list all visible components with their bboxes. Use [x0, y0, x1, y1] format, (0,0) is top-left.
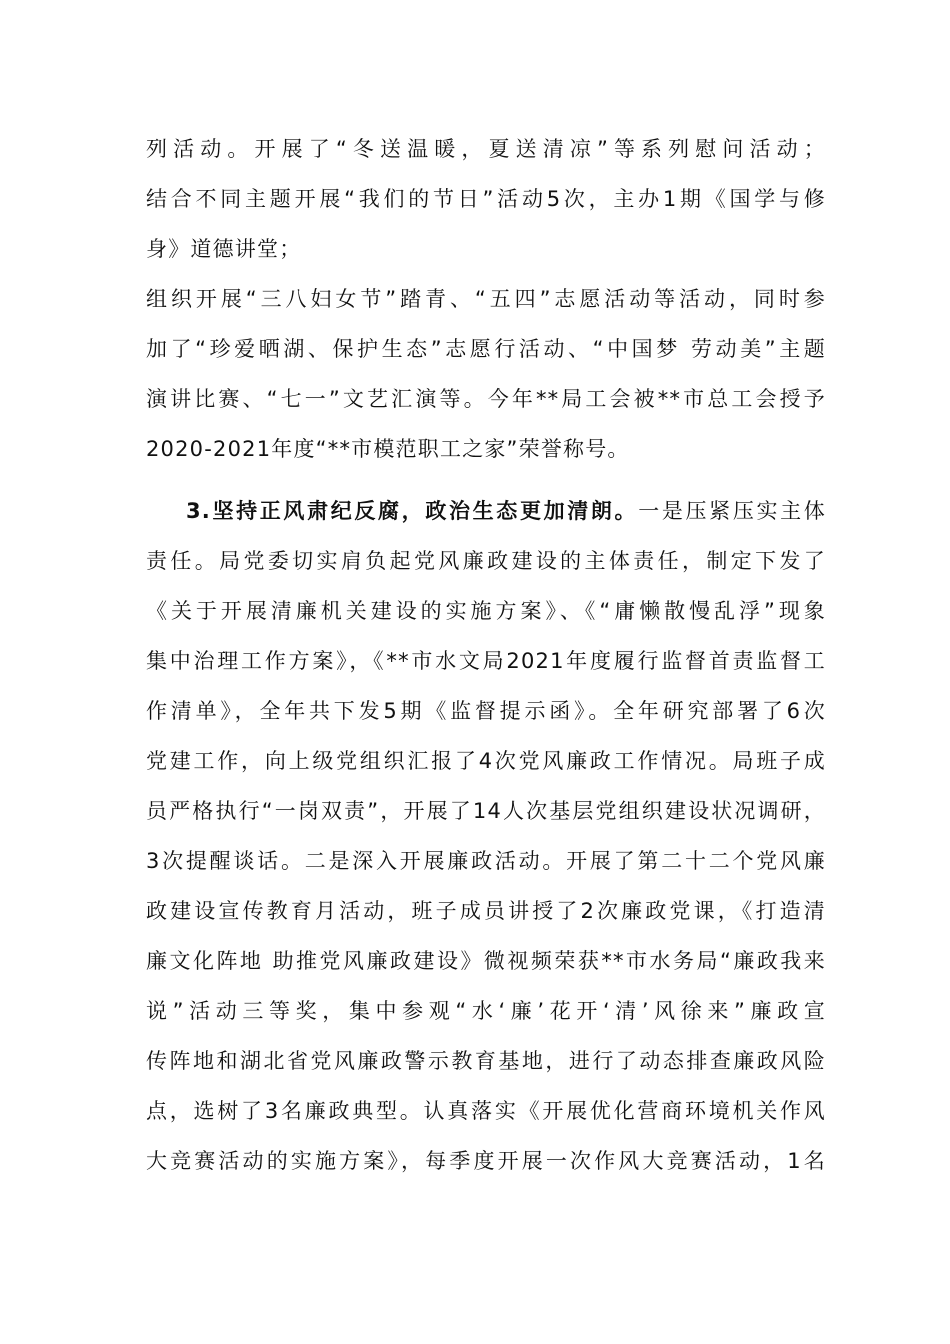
- text-line: 点，选树了3名廉政典型。认真落实《开展优化营商环境机关作风: [146, 1099, 826, 1123]
- text-line: 廉文化阵地 助推党风廉政建设》微视频荣获**市水务局“廉政我来: [146, 949, 826, 973]
- text-line: 大竞赛活动的实施方案》，每季度开展一次作风大竞赛活动，1名: [146, 1149, 826, 1173]
- text-line: 责任。局党委切实肩负起党风廉政建设的主体责任，制定下发了: [146, 549, 826, 573]
- text-run: 一是压紧压实主体: [638, 499, 826, 523]
- text-line: 员严格执行“一岗双责”，开展了14人次基层党组织建设状况调研，: [146, 799, 826, 823]
- text-line: 集中治理工作方案》，《**市水文局2021年度履行监督首责监督工: [146, 649, 826, 673]
- text-line: 传阵地和湖北省党风廉政警示教育基地，进行了动态排查廉政风险: [146, 1049, 826, 1073]
- text-line: 党建工作，向上级党组织汇报了4次党风廉政工作情况。局班子成: [146, 749, 826, 773]
- text-line: 2020-2021年度“**市模范职工之家”荣誉称号。: [146, 437, 630, 461]
- text-line: 身》道德讲堂；: [146, 237, 302, 261]
- section-3-heading: 3.坚持正风肃纪反腐，政治生态更加清朗。: [186, 499, 639, 523]
- text-line: 加了“珍爱晒湖、保护生态”志愿行活动、“中国梦 劳动美”主题: [146, 337, 826, 361]
- text-line: 政建设宣传教育月活动，班子成员讲授了2次廉政党课，《打造清: [146, 899, 826, 923]
- text-line: 结合不同主题开展“我们的节日”活动5次，主办1期《国学与修: [146, 187, 826, 211]
- text-line: 列活动。开展了“冬送温暖，夏送清凉”等系列慰问活动；: [146, 137, 826, 161]
- text-line: 说”活动三等奖，集中参观“水‘廉’花开‘清’风徐来”廉政宣: [146, 999, 826, 1023]
- text-line: 3次提醒谈话。二是深入开展廉政活动。开展了第二十二个党风廉: [146, 849, 826, 873]
- text-line: 演讲比赛、“七一”文艺汇演等。今年**局工会被**市总工会授予: [146, 387, 826, 411]
- text-line: 组织开展“三八妇女节”踏青、“五四”志愿活动等活动，同时参: [146, 287, 826, 311]
- text-line: 作清单》，全年共下发5期《监督提示函》。全年研究部署了6次: [146, 699, 826, 723]
- section-3-first-line: [186, 495, 826, 527]
- text-line: 《关于开展清廉机关建设的实施方案》、《“庸懒散慢乱浮”现象: [146, 599, 826, 623]
